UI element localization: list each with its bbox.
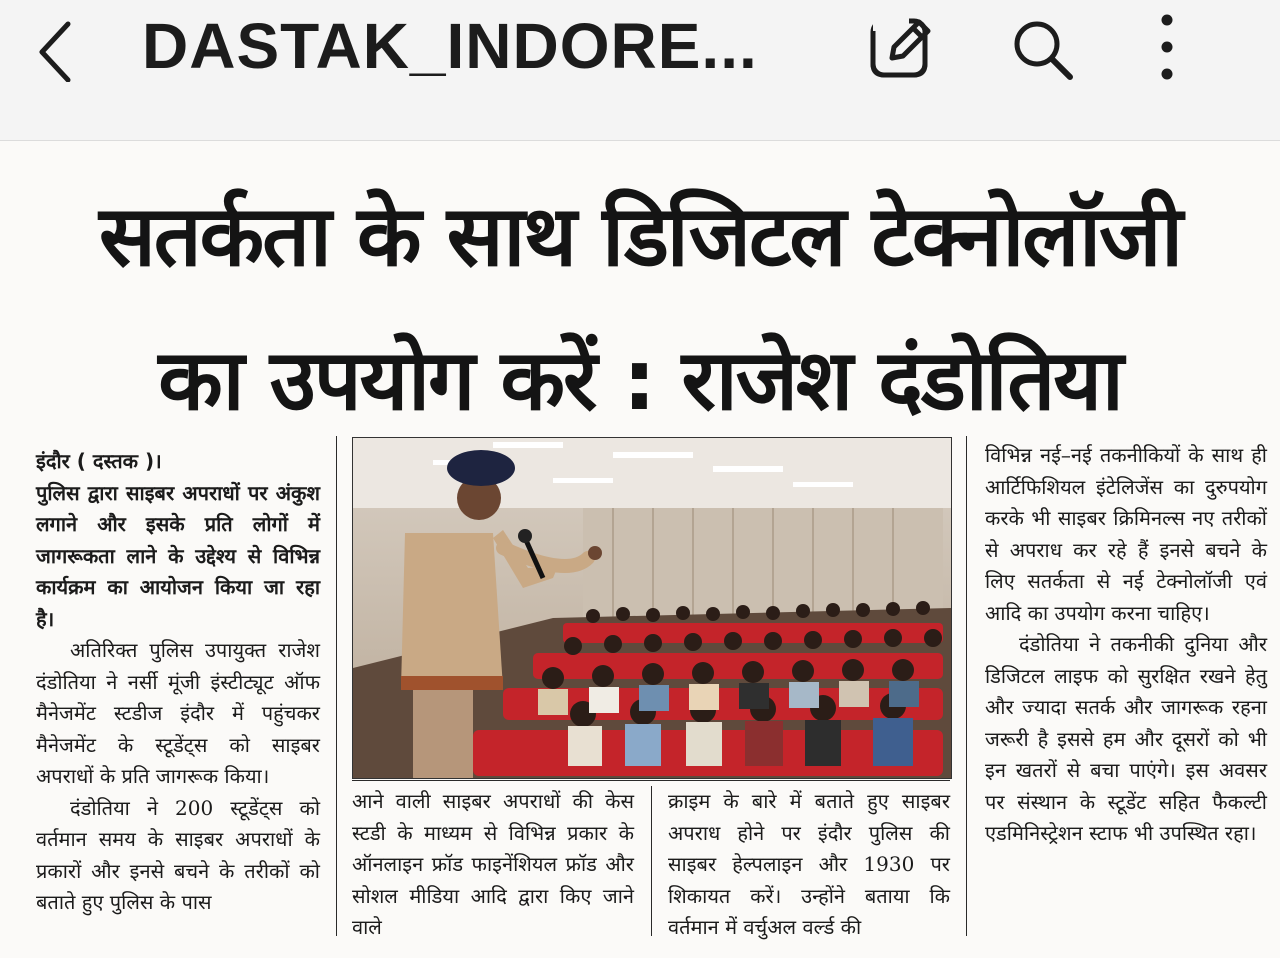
column-divider bbox=[966, 436, 967, 936]
body-paragraph: क्राइम के बारे में बताते हुए साइबर अपराध होने पर इंदौर पुलिस की साइबर हेल्पलाइन और 1930 पर शिकायत करें। उन्होंने बताया कि वर्तमान में वर्चुअल वर्ल्ड की bbox=[668, 789, 950, 939]
back-button[interactable] bbox=[28, 10, 88, 82]
edit-note-icon bbox=[866, 10, 938, 82]
more-vertical-icon bbox=[1132, 10, 1202, 82]
app-bar bbox=[0, 0, 1280, 141]
lead-paragraph: पुलिस द्वारा साइबर अपराधों पर अंकुश लगाने और इसके प्रति लोगों में जागरूकता लाने के उद्देश्य से विभिन्न कार्यक्रम का आयोजन किया जा रहा है। bbox=[36, 480, 320, 631]
photo-divider bbox=[352, 780, 950, 781]
search-button[interactable] bbox=[1006, 10, 1078, 82]
column-divider bbox=[651, 786, 652, 936]
article-column-4 bbox=[985, 440, 1267, 850]
article-column-1 bbox=[36, 446, 320, 919]
chevron-left-icon bbox=[28, 10, 88, 82]
chat-title: DASTAK_INDORE... bbox=[142, 10, 758, 82]
body-paragraph: अतिरिक्त पुलिस उपायुक्त राजेश दंडोतिया ने नर्सी मूंजी इंस्टीट्यूट ऑफ मैनेजमेंट स्टडीज इंदौर में पहुंचकर मैनेजमेंट के स्टूडेंट्स को साइबर अपराधों के प्रति जागरूक किया। bbox=[36, 638, 320, 788]
body-paragraph: दंडोतिया ने तकनीकी दुनिया और डिजिटल लाइफ को सुरक्षित रखने हेतु और ज्यादा सतर्क और जागरूक रहना जरूरी है इससे हम और दूसरों को भी इन खतरों से बचा पाएंगे। इस अवसर पर संस्थान के स्टूडेंट सहित फैकल्टी एडमिनिस्ट्रेशन स्टाफ भी उपस्थित रहा। bbox=[985, 632, 1267, 845]
more-options-button[interactable] bbox=[1132, 10, 1202, 82]
column-divider bbox=[336, 436, 337, 936]
event-photo bbox=[352, 437, 952, 779]
body-paragraph: आने वाली साइबर अपराधों की केस स्टडी के माध्यम से विभिन्न प्रकार के ऑनलाइन फ्रॉड फाइनेंशियल फ्रॉड और सोशल मीडिया आदि द्वारा किए जाने वाले bbox=[352, 789, 634, 939]
article-column-3 bbox=[668, 786, 950, 944]
dateline: इंदौर ( दस्तक )। bbox=[36, 449, 162, 473]
search-icon bbox=[1006, 10, 1078, 82]
body-paragraph: विभिन्न नई–नई तकनीकियों के साथ ही आर्टिफिशियल इंटेलिजेंस का दुरुपयोग करके भी साइबर क्रिमिनल्स नए तरीकों से अपराध कर रहे हैं इनसे बचने के लिए सतर्कता से नई टेक्नोलॉजी एवं आदि का उपयोग करना चाहिए। bbox=[985, 443, 1267, 625]
edit-button[interactable] bbox=[866, 10, 938, 82]
headline-line-2: का उपयोग करें : राजेश दंडोतिया bbox=[158, 331, 1122, 429]
body-paragraph: दंडोतिया ने 200 स्टूडेंट्स को वर्तमान समय के साइबर अपराधों के प्रकारों और इनसे बचने के तरीकों को बताते हुए पुलिस के पास bbox=[36, 795, 320, 914]
headline-line-1: सतर्कता के साथ डिजिटल टेक्नोलॉजी bbox=[98, 187, 1182, 285]
article-column-2 bbox=[352, 786, 634, 944]
